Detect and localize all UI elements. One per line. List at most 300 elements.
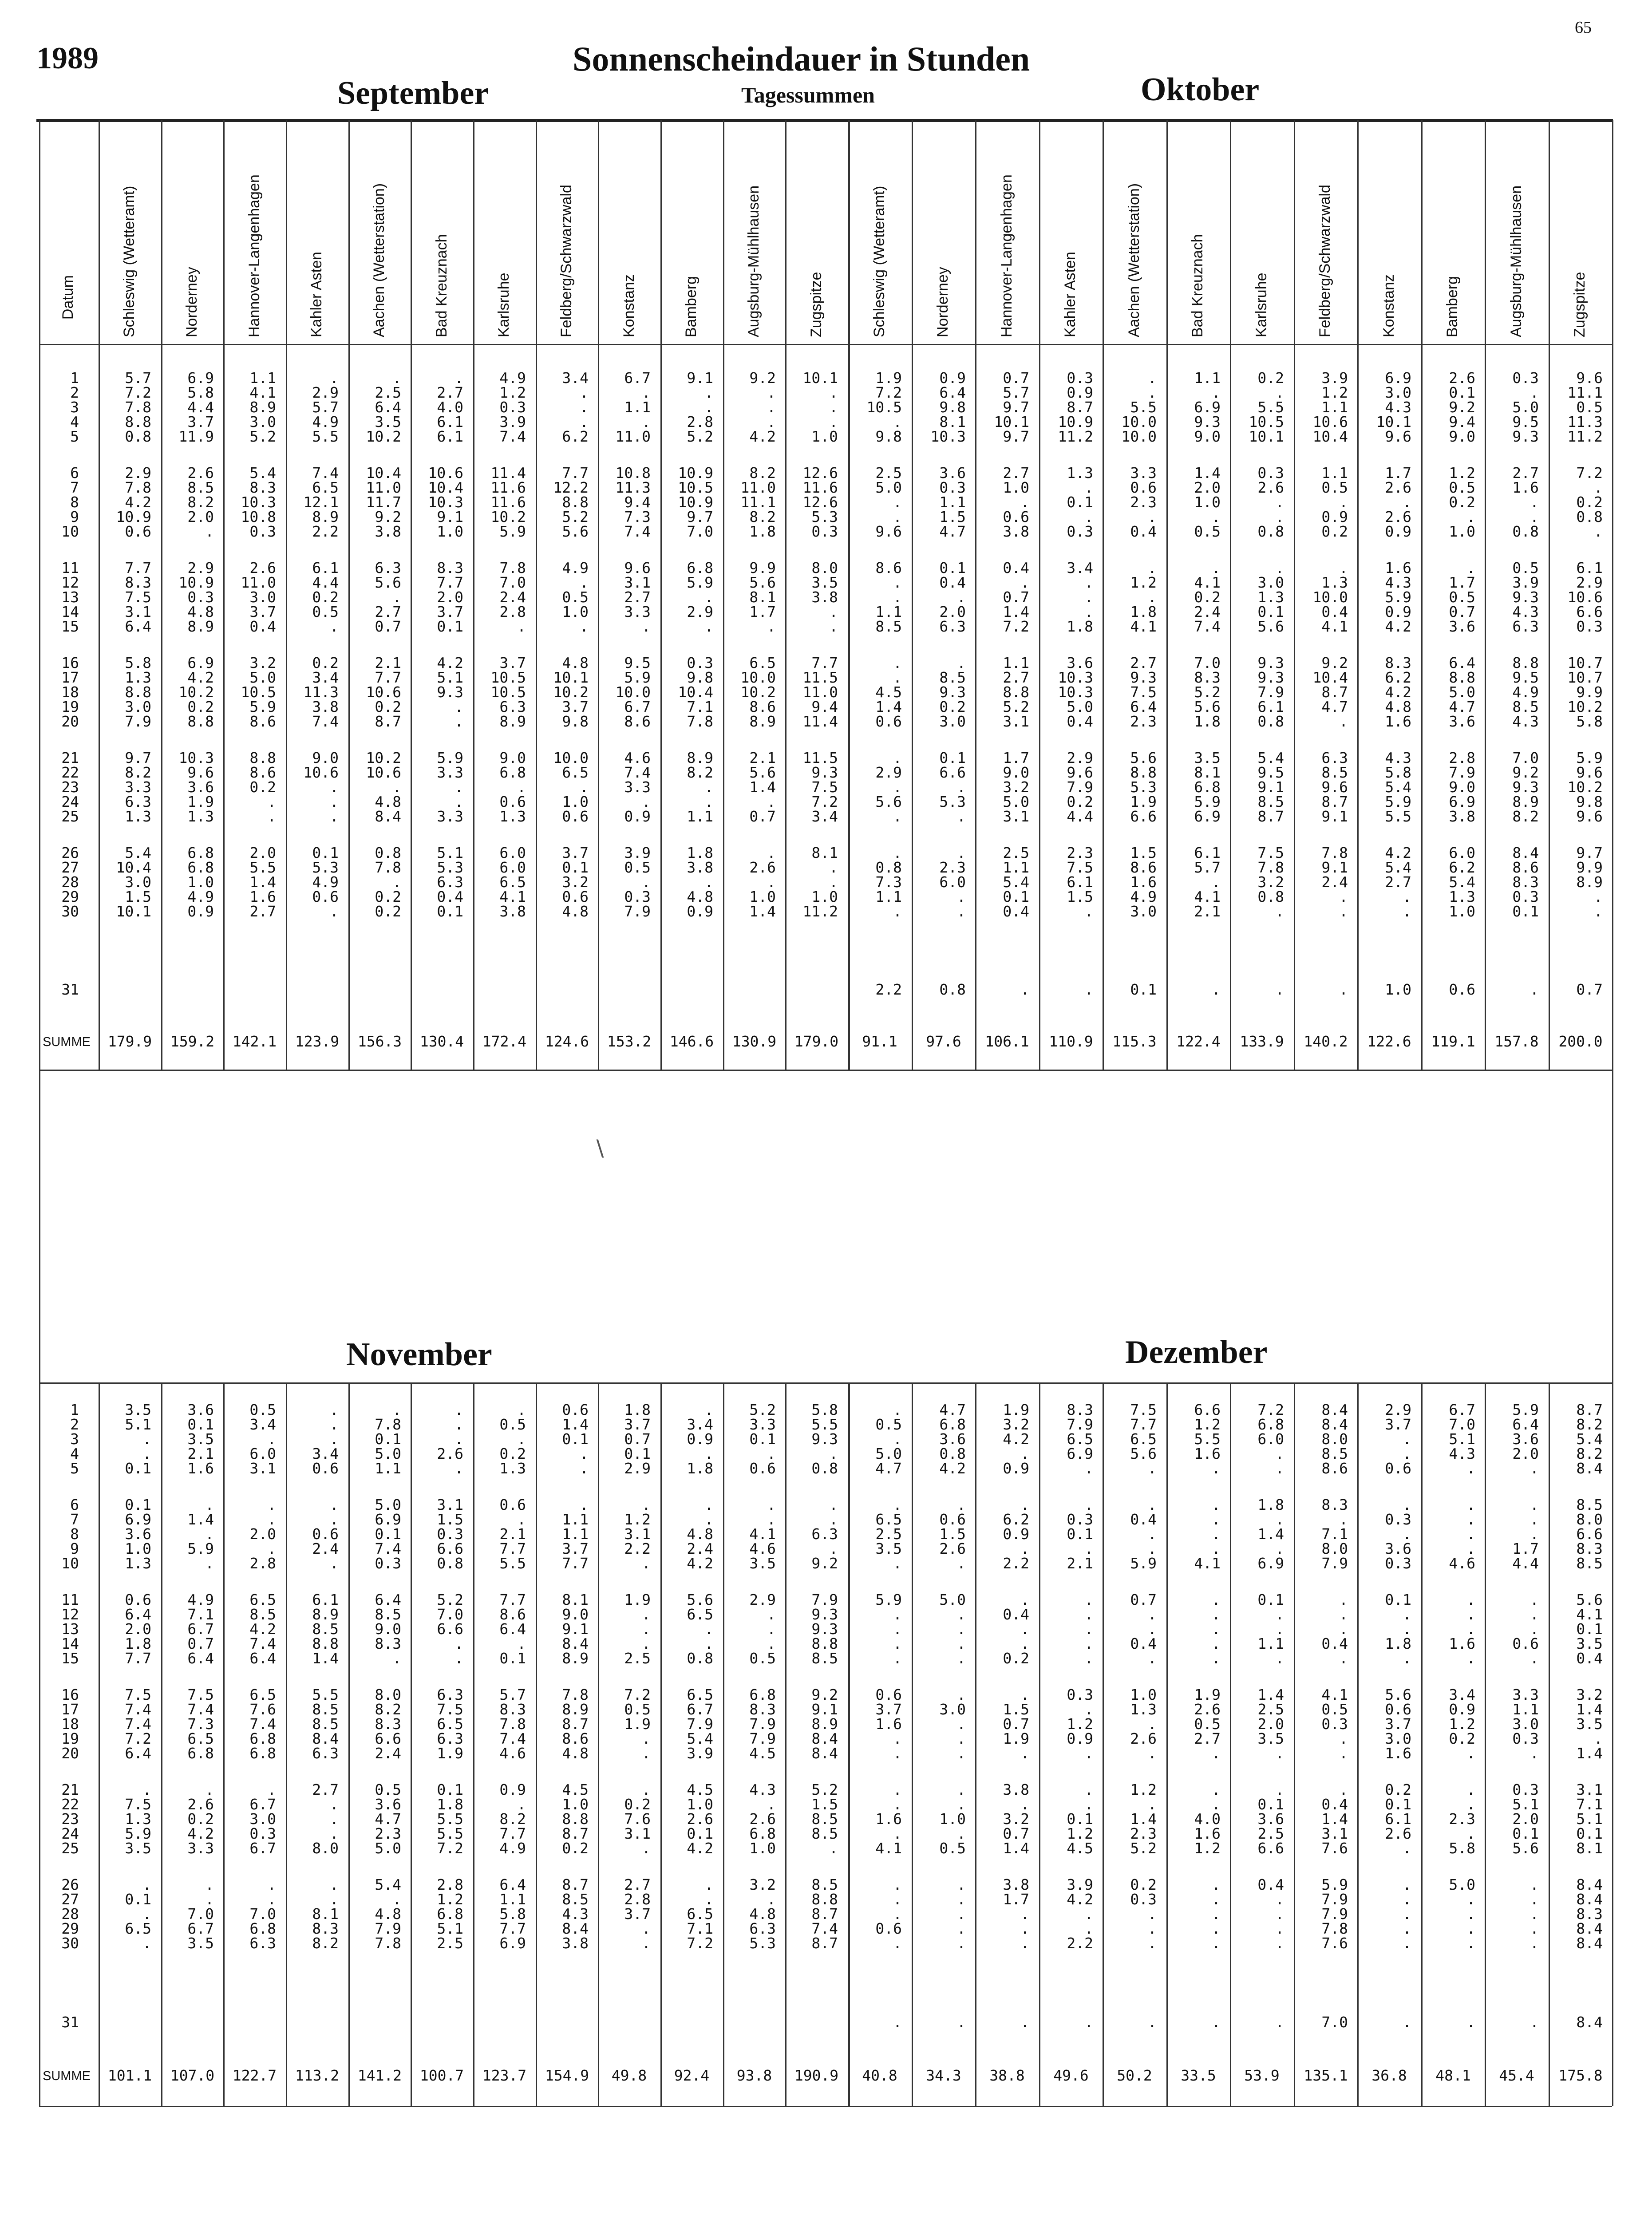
data-cell: 1.4 [1321,1810,1348,1828]
data-cell: 1.7 [1512,1540,1539,1557]
data-cell: 8.5 [562,1891,589,1908]
data-cell: . [454,1460,463,1477]
data-cell: 8.4 [1321,1416,1348,1433]
data-cell: 10.1 [1249,428,1284,445]
day-number: 16 [61,654,79,671]
data-cell: . [1084,1540,1093,1557]
data-cell: 0.1 [1385,1591,1411,1608]
data-cell: 0.5 [1512,559,1539,576]
data-cell: . [1530,384,1539,401]
data-cell: 0.1 [312,844,339,861]
data-cell: 8.5 [187,479,214,496]
summe-cell: 110.9 [1049,1033,1093,1050]
data-cell: 7.2 [811,793,838,810]
data-cell: 8.1 [811,844,838,861]
data-cell: . [1275,1781,1284,1798]
data-cell: . [1466,1606,1475,1623]
data-cell: 3.1 [437,1496,463,1513]
data-cell: 11.7 [366,494,401,511]
data-cell: 2.3 [1130,1825,1157,1842]
data-cell: 6.2 [562,428,589,445]
data-cell: . [1148,2014,1157,2031]
data-cell: . [642,1745,651,1762]
data-cell: . [1339,1650,1348,1667]
data-cell: 5.5 [811,1416,838,1433]
day-number: 20 [61,713,79,730]
day-number: 12 [61,574,79,591]
data-cell: 5.9 [437,749,463,766]
data-cell: 7.2 [1576,464,1603,482]
data-cell: . [267,1891,276,1908]
data-cell: 10.2 [1567,778,1603,796]
data-cell: 0.1 [1512,903,1539,920]
year: 1989 [36,41,99,75]
data-cell: . [330,1430,339,1448]
data-cell: 5.9 [1512,1401,1539,1418]
data-cell: 1.4 [749,903,776,920]
day-number: 7 [70,479,79,496]
data-cell: . [1339,1620,1348,1638]
data-cell: 3.8 [811,588,838,606]
data-cell: 4.5 [562,1781,589,1798]
data-cell: 0.6 [562,888,589,905]
day-number: 26 [61,844,79,861]
data-cell: 5.9 [1576,749,1603,766]
data-cell: 1.8 [687,844,713,861]
data-cell: 4.7 [375,1810,401,1828]
data-cell: 8.7 [811,1935,838,1952]
data-cell: 5.9 [125,1825,151,1842]
data-cell: . [392,1401,401,1418]
summe-cell: 53.9 [1244,2067,1280,2084]
data-cell: 6.5 [249,1686,276,1703]
data-cell: 7.7 [499,1825,526,1842]
data-cell: 10.1 [116,903,151,920]
data-cell: . [767,413,776,430]
data-cell: . [1148,559,1157,576]
data-cell: 0.3 [375,1555,401,1572]
data-cell: 8.8 [1449,669,1475,686]
data-cell: . [330,1810,339,1828]
day-number: 20 [61,1745,79,1762]
data-cell: 1.6 [1512,479,1539,496]
data-cell: 3.0 [939,713,966,730]
data-cell: 8.2 [687,764,713,781]
data-cell: 5.6 [1130,1445,1157,1462]
data-cell: 1.4 [187,1511,214,1528]
data-cell: 2.9 [624,1460,651,1477]
data-cell: 1.0 [811,888,838,905]
data-cell: 7.1 [1576,1796,1603,1813]
data-cell: . [330,1825,339,1842]
data-cell: 1.0 [939,1810,966,1828]
data-cell: 10.3 [428,494,463,511]
data-cell: 1.0 [1385,981,1411,998]
data-cell: 10.3 [1058,683,1093,701]
data-cell: . [1148,1650,1157,1667]
data-cell: 8.6 [499,1606,526,1623]
data-cell: . [642,1920,651,1937]
data-cell: 8.3 [1194,669,1221,686]
data-cell: 1.2 [1449,1715,1475,1733]
summe-cell: 119.1 [1431,1033,1475,1050]
data-cell: 0.8 [687,1650,713,1667]
data-cell: 5.8 [187,384,214,401]
data-cell: 1.1 [1003,859,1029,876]
data-cell: 7.0 [249,1905,276,1923]
data-cell: 1.5 [939,1525,966,1543]
data-cell: 3.9 [1067,1876,1093,1893]
data-cell: 5.9 [687,574,713,591]
day-number: 27 [61,1891,79,1908]
data-cell: 5.4 [1385,778,1411,796]
station-header: Schleswig (Wetteramt) [871,186,888,337]
data-cell: 6.8 [249,1730,276,1747]
data-cell: 0.5 [312,603,339,620]
data-cell: 8.7 [1321,683,1348,701]
day-number: 3 [70,1430,79,1448]
data-cell: 10.4 [678,683,713,701]
data-cell: . [1020,981,1029,998]
data-cell: . [1594,479,1603,496]
data-cell: 3.0 [1512,1715,1539,1733]
data-cell: 7.9 [125,713,151,730]
data-cell: 5.6 [375,574,401,591]
data-cell: . [1084,1781,1093,1798]
data-cell: 11.2 [1058,428,1093,445]
data-cell: 0.9 [1003,1525,1029,1543]
data-cell: 6.5 [437,1715,463,1733]
summe-cell: 200.0 [1558,1033,1603,1050]
data-cell: 5.4 [1576,1430,1603,1448]
data-cell: 1.1 [499,1891,526,1908]
data-cell: 3.8 [312,698,339,715]
data-cell: 6.4 [125,618,151,635]
data-cell: . [957,1876,966,1893]
station-header: Norderney [183,267,200,337]
data-cell: 6.5 [312,479,339,496]
data-cell: . [517,1401,526,1418]
day-number: 10 [61,523,79,540]
data-cell: 9.8 [939,399,966,416]
data-cell: . [642,1606,651,1623]
data-cell: 6.8 [437,1905,463,1923]
data-cell: 1.8 [1130,603,1157,620]
data-cell: . [1212,384,1221,401]
data-cell: . [142,1430,151,1448]
data-cell: . [893,413,902,430]
data-cell: 0.2 [312,654,339,671]
data-cell: . [893,1635,902,1652]
data-cell: 0.4 [1003,559,1029,576]
data-cell: 7.7 [562,1555,589,1572]
day-number: 5 [70,428,79,445]
data-cell: 5.0 [1067,698,1093,715]
data-cell: 10.0 [740,669,776,686]
summe-cell: 159.2 [170,1033,215,1050]
data-cell: 3.0 [249,588,276,606]
data-cell: 3.7 [1385,1715,1411,1733]
data-cell: 12.2 [553,479,589,496]
data-cell: 9.1 [1257,778,1284,796]
summe-cell: 45.4 [1499,2067,1534,2084]
data-cell: . [1339,1606,1348,1623]
data-cell: 1.1 [375,1460,401,1477]
day-number: 16 [61,1686,79,1703]
data-cell: 0.2 [249,778,276,796]
data-cell: 4.5 [875,683,902,701]
data-cell: 6.6 [1576,603,1603,620]
summe-cell: 179.9 [107,1033,152,1050]
data-cell: . [1020,1920,1029,1937]
data-cell: . [704,588,713,606]
data-cell: 7.8 [1257,859,1284,876]
data-cell: 3.3 [1512,1686,1539,1703]
data-cell: 2.6 [187,464,214,482]
data-cell: 0.5 [1449,479,1475,496]
data-cell: 6.6 [1257,1840,1284,1857]
data-cell: 3.8 [687,859,713,876]
data-cell: 0.3 [249,1825,276,1842]
data-cell: 0.1 [437,618,463,635]
data-cell: 9.3 [1257,654,1284,671]
data-cell: 0.1 [125,1891,151,1908]
data-cell: 8.7 [1576,1401,1603,1418]
data-cell: . [1530,1920,1539,1937]
data-cell: 3.5 [375,413,401,430]
data-cell: 0.8 [875,859,902,876]
data-cell: 0.1 [1576,1620,1603,1638]
data-cell: . [704,1891,713,1908]
data-cell: 7.0 [499,574,526,591]
data-cell: 0.1 [1257,603,1284,620]
data-cell: 1.0 [749,888,776,905]
data-cell: . [893,903,902,920]
data-cell: . [1530,1460,1539,1477]
data-cell: . [1530,1606,1539,1623]
data-cell: . [829,1445,838,1462]
data-cell: 6.5 [749,654,776,671]
data-cell: 2.6 [1257,479,1284,496]
data-cell: 2.7 [1003,669,1029,686]
data-cell: 1.0 [1130,1686,1157,1703]
data-cell: . [767,1496,776,1513]
data-cell: 7.7 [125,559,151,576]
data-cell: 6.3 [939,618,966,635]
data-cell: . [1148,1935,1157,1952]
data-cell: 1.1 [249,369,276,387]
data-cell: 8.1 [749,588,776,606]
data-cell: . [957,808,966,825]
data-cell: 5.1 [1576,1810,1603,1828]
data-cell: 8.3 [1576,1905,1603,1923]
data-cell: 7.4 [249,1635,276,1652]
data-cell: . [1212,1905,1221,1923]
data-cell: . [517,778,526,796]
data-cell: 0.2 [312,588,339,606]
data-cell: 4.1 [1194,1555,1221,1572]
data-cell: 4.2 [1067,1891,1093,1908]
data-cell: 1.4 [1003,1840,1029,1857]
data-cell: 1.6 [875,1715,902,1733]
data-cell: 4.2 [249,1620,276,1638]
data-cell: 8.0 [1321,1540,1348,1557]
data-cell: 9.2 [1321,654,1348,671]
data-cell: 3.9 [1512,574,1539,591]
data-cell: . [704,1620,713,1638]
data-cell: 1.3 [499,1460,526,1477]
data-cell: 1.5 [1130,844,1157,861]
data-cell: 1.1 [1321,464,1348,482]
data-cell: 4.7 [939,1401,966,1418]
data-cell: 1.9 [1003,1401,1029,1418]
data-cell: 2.9 [312,384,339,401]
data-cell: 4.5 [1067,1840,1093,1857]
data-cell: 0.7 [187,1635,214,1652]
data-cell: . [454,1401,463,1418]
data-cell: 1.1 [687,808,713,825]
data-cell: . [1403,1920,1411,1937]
data-cell: 5.1 [125,1416,151,1433]
data-cell: 10.1 [553,669,589,686]
data-cell: 4.3 [1512,713,1539,730]
data-cell: 0.2 [375,903,401,920]
data-cell: 9.2 [1512,764,1539,781]
data-cell: 6.6 [1130,808,1157,825]
data-cell: 5.3 [749,1935,776,1952]
data-cell: 11.3 [1567,413,1603,430]
day-number: 23 [61,778,79,796]
data-cell: . [767,1891,776,1908]
data-cell: 10.9 [678,464,713,482]
data-cell: 0.6 [499,1496,526,1513]
data-cell: 7.4 [499,428,526,445]
data-cell: 0.2 [1449,494,1475,511]
data-cell: 0.4 [1003,903,1029,920]
data-cell: 9.0 [312,749,339,766]
data-cell: 6.7 [624,698,651,715]
data-cell: . [957,1891,966,1908]
data-cell: 10.9 [178,574,214,591]
data-cell: 8.5 [875,618,902,635]
header-bottom-rule [39,344,1612,345]
data-cell: 6.3 [437,1730,463,1747]
data-cell: 8.6 [749,698,776,715]
data-cell: 7.4 [125,1701,151,1718]
data-cell: 7.8 [1321,844,1348,861]
data-cell: 4.0 [437,399,463,416]
data-cell: . [642,618,651,635]
data-cell: . [267,1430,276,1448]
data-cell: 9.6 [1385,428,1411,445]
data-cell: 1.4 [1130,1810,1157,1828]
data-cell: 3.1 [249,1460,276,1477]
data-cell: . [893,1555,902,1572]
data-cell: 9.3 [437,683,463,701]
data-cell: 0.2 [1385,1781,1411,1798]
summe-cell: 93.8 [736,2067,772,2084]
data-cell: 2.6 [1130,1730,1157,1747]
data-cell: 0.5 [1321,1701,1348,1718]
data-cell: 8.3 [375,1635,401,1652]
data-cell: 2.5 [1257,1701,1284,1718]
data-cell: 0.9 [1321,508,1348,525]
data-cell: 3.2 [1003,1416,1029,1433]
data-cell: 0.6 [312,888,339,905]
data-cell: 5.3 [437,859,463,876]
summe-cell: 107.0 [170,2067,215,2084]
data-cell: 9.6 [1576,369,1603,387]
data-cell: 8.6 [562,1730,589,1747]
data-cell: 10.5 [678,479,713,496]
data-cell: 5.9 [1321,1876,1348,1893]
data-cell: . [1403,1525,1411,1543]
data-cell: 1.5 [811,1796,838,1813]
data-cell: . [893,1891,902,1908]
data-cell: 5.6 [1576,1591,1603,1608]
data-cell: 1.1 [1257,1635,1284,1652]
data-cell: 0.6 [125,523,151,540]
data-cell: 3.8 [1003,523,1029,540]
data-cell: 3.3 [187,1840,214,1857]
data-cell: 10.3 [930,428,966,445]
data-cell: 2.3 [1067,844,1093,861]
data-cell: 10.2 [740,683,776,701]
data-cell: 5.2 [1194,683,1221,701]
data-cell: . [1339,1745,1348,1762]
data-cell: 8.9 [499,713,526,730]
summe-cell: 123.7 [482,2067,527,2084]
winter-top-rule [39,1382,1612,1384]
summe-label: SUMME [43,1035,91,1049]
data-cell: 5.9 [249,698,276,715]
data-cell: 2.8 [687,413,713,430]
data-cell: 0.1 [562,859,589,876]
data-cell: 3.3 [1130,464,1157,482]
station-header: Aachen (Wetterstation) [1126,183,1142,337]
data-cell: . [142,1935,151,1952]
data-cell: 0.2 [1194,588,1221,606]
data-cell: . [1339,888,1348,905]
data-cell: 3.5 [1576,1715,1603,1733]
data-cell: . [1530,1620,1539,1638]
month-title-september: September [337,75,489,111]
data-cell: 1.4 [875,698,902,715]
summe-cell: 49.6 [1053,2067,1089,2084]
data-cell: 0.4 [1321,1635,1348,1652]
data-cell: 0.1 [187,1416,214,1433]
data-cell: 8.1 [562,1591,589,1608]
data-cell: 6.5 [125,1920,151,1937]
data-cell: . [1275,1905,1284,1923]
data-cell: 0.8 [125,428,151,445]
data-cell: 8.7 [562,1715,589,1733]
data-cell: 0.1 [437,903,463,920]
data-cell: . [1084,588,1093,606]
data-cell: 2.2 [1067,1935,1093,1952]
data-cell: . [1084,1796,1093,1813]
data-cell: . [1530,1891,1539,1908]
data-cell: 0.3 [1512,369,1539,387]
data-cell: 7.8 [375,859,401,876]
data-cell: 8.9 [562,1701,589,1718]
data-cell: . [1212,1891,1221,1908]
summe-cell: 122.6 [1367,1033,1411,1050]
data-cell: 1.7 [1385,464,1411,482]
data-cell: 8.2 [1576,1416,1603,1433]
data-cell: . [957,778,966,796]
data-cell: 5.2 [437,1591,463,1608]
